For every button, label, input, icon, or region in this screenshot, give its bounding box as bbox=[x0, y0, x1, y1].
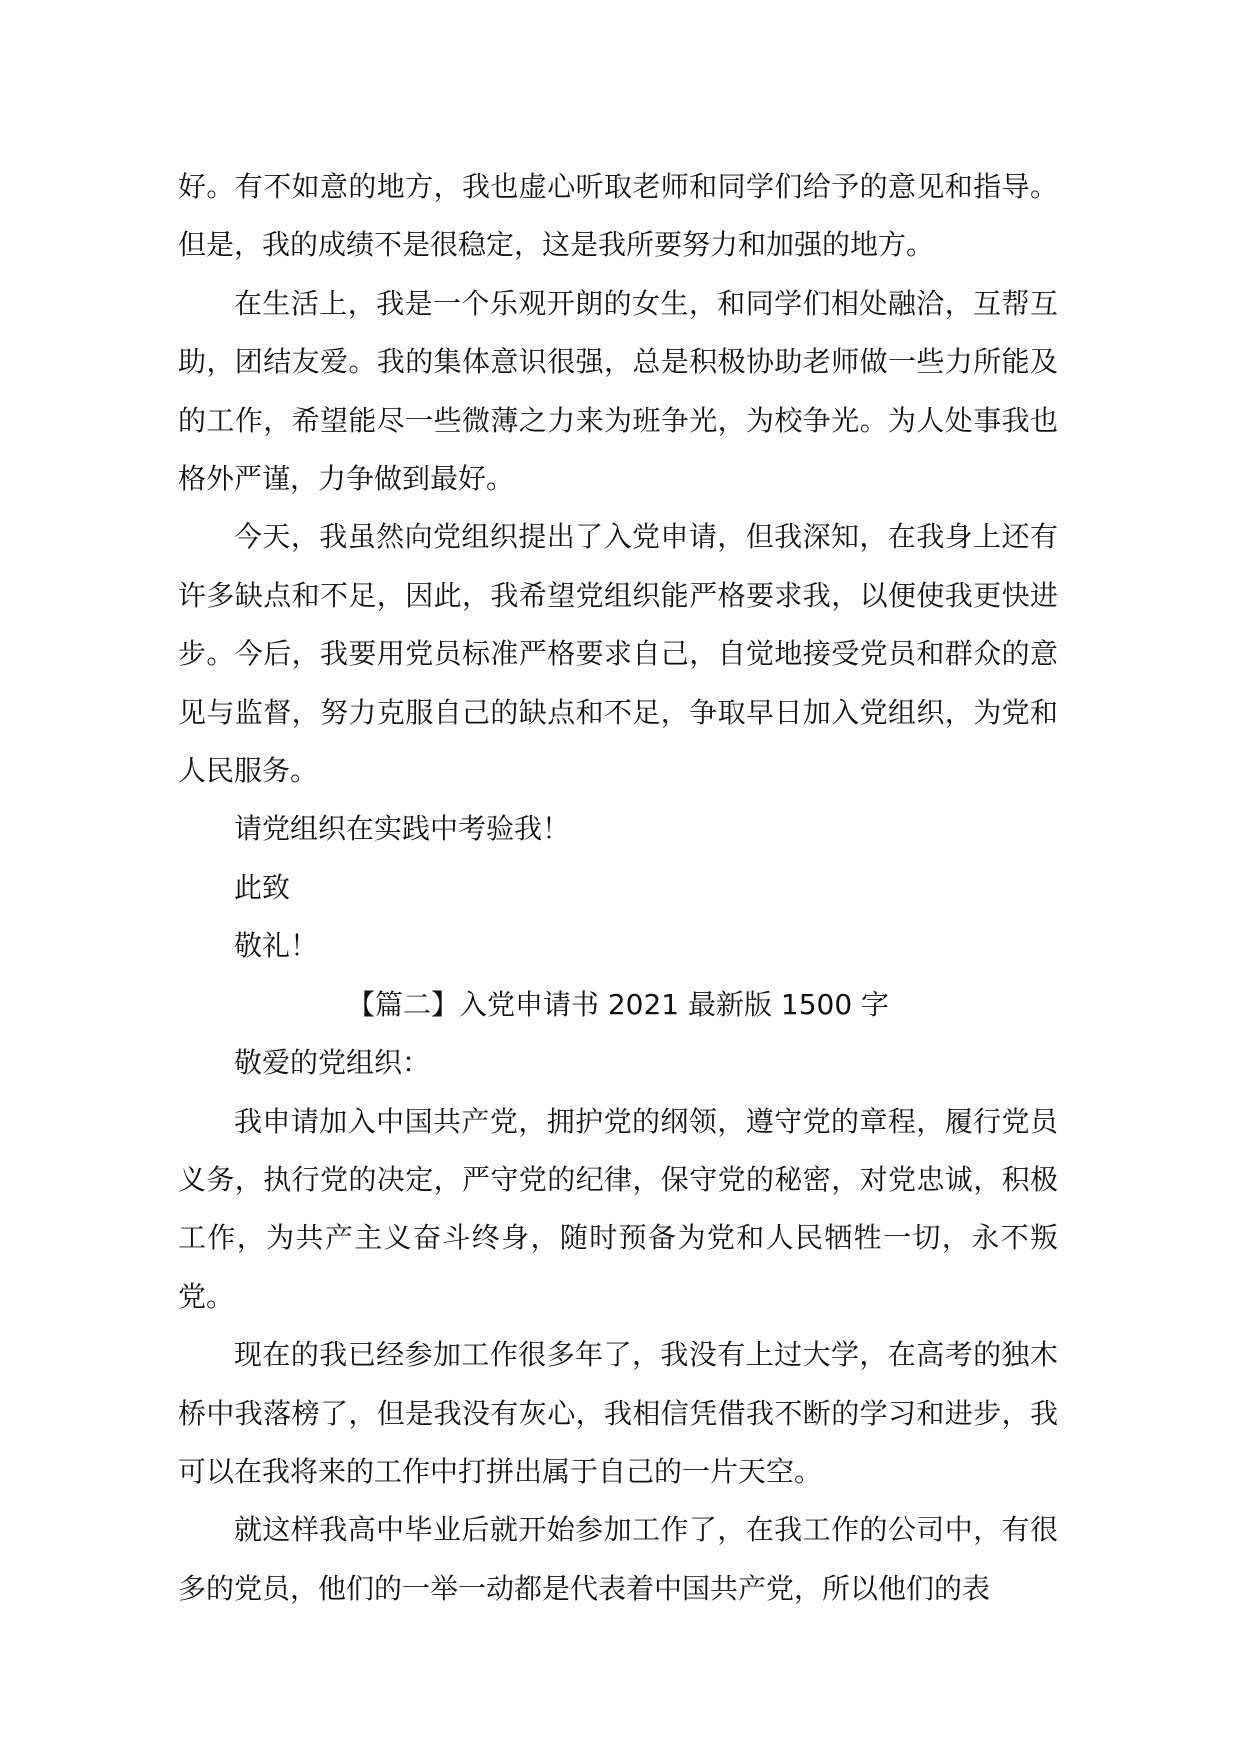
section-heading: 【篇二】入党申请书 2021 最新版 1500 字 bbox=[346, 987, 890, 1021]
paragraph-7: 我申请加入中国共产党，拥护党的纲领，遵守党的章程，履行党员义务，执行党的决定，严守党的纪律，保守党的秘密，对党忠诚，积极工作，为共产主义奋斗终身，随时预备为党和人民牺牲一切，永不叛党。 bbox=[178, 1104, 1058, 1313]
paragraph-9: 就这样我高中毕业后就开始参加工作了，在我工作的公司中，有很多的党员，他们的一举一动都是代表着中国共产党，所以他们的表 bbox=[178, 1513, 1058, 1605]
paragraph-5: 此致 bbox=[234, 870, 291, 904]
paragraph-2: 在生活上，我是一个乐观开朗的女生，和同学们相处融洽，互帮互助，团结友爱。我的集体意识很强，总是积极协助老师做一些力所能及的工作，希望能尽一些微薄之力来为班争光，为校争光。为人处事我也格外严谨，力争做到最好。 bbox=[178, 286, 1058, 496]
paragraph-3: 今天，我虽然向党组织提出了入党申请，但我深知，在我身上还有许多缺点和不足，因此，我希望党组织能严格要求我，以便使我更快进步。今后，我要用党员标准严格要求自己，自觉地接受党员和群众的意见与监督，努力克服自己的缺点和不足，争取早日加入党组织，为党和人民服务。 bbox=[178, 520, 1058, 788]
paragraph-1: 好。有不如意的地方，我也虚心听取老师和同学们给予的意见和指导。但是，我的成绩不是很稳定，这是我所要努力和加强的地方。 bbox=[178, 170, 1058, 262]
document-page bbox=[178, 158, 1058, 1618]
paragraph-4: 请党组织在实践中考验我！ bbox=[234, 812, 571, 846]
salutation: 敬爱的党组织： bbox=[234, 1046, 431, 1080]
paragraph-6: 敬礼！ bbox=[234, 929, 319, 963]
paragraph-8: 现在的我已经参加工作很多年了，我没有上过大学，在高考的独木桥中我落榜了，但是我没有灰心，我相信凭借我不断的学习和进步，我可以在我将来的工作中打拼出属于自己的一片天空。 bbox=[178, 1338, 1058, 1488]
